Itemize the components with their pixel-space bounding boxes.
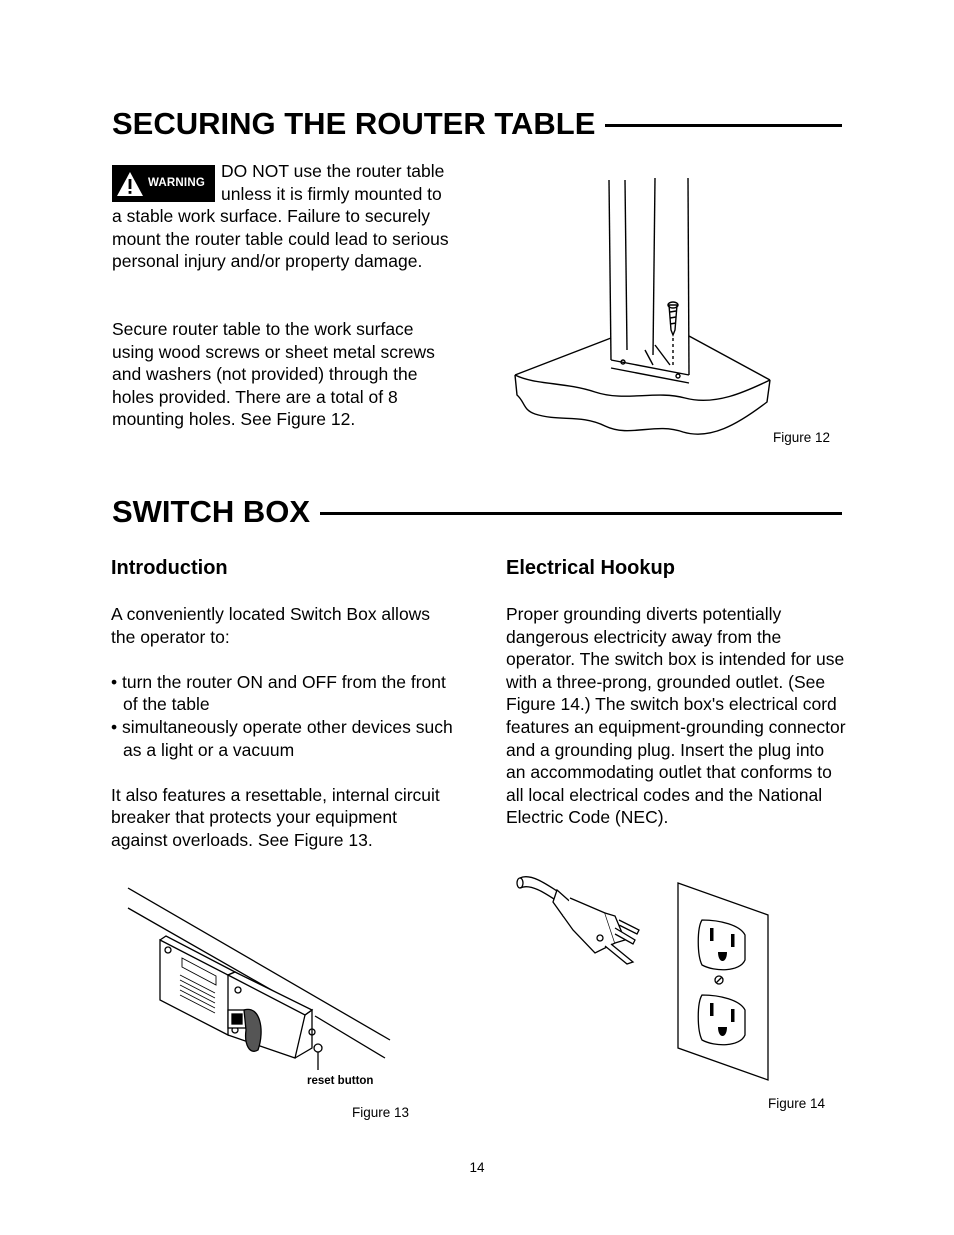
warning-text: DO NOT use the router table unless it is firmly mounted to a stable work surface. Failure to securely mount the router table could lead to serious personal injury and/or property damage.	[112, 161, 449, 272]
list-item: • turn the router ON and OFF from the front of the table	[111, 671, 446, 715]
figure-14-caption: Figure 14	[768, 1096, 826, 1111]
introduction-text	[111, 603, 456, 874]
figure-13-switch-box-illustration	[120, 880, 400, 1075]
warning-label: WARNING	[148, 177, 205, 190]
figure-12-table-leg-illustration	[505, 170, 780, 445]
list-item: • simultaneously operate other devices such as a light or a vacuum	[111, 716, 453, 760]
figure-12-caption: Figure 12	[773, 430, 831, 445]
reset-button-label: reset button	[307, 1075, 374, 1087]
page-number: 14	[469, 1160, 485, 1175]
intro-lead: A conveniently located Switch Box allows the operator to:	[111, 604, 431, 647]
section-title: SWITCH BOX	[112, 494, 311, 529]
outlet-icon	[675, 880, 775, 1085]
section-title: SECURING THE ROUTER TABLE	[112, 106, 596, 141]
section-header-router-table	[112, 106, 842, 142]
warning-block	[112, 160, 452, 273]
subheading-electrical-hookup: Electrical Hookup	[506, 557, 675, 579]
subheading-introduction: Introduction	[111, 557, 228, 579]
header-rule	[320, 512, 842, 515]
intro-closing: It also features a resettable, internal circuit breaker that protects your equipment against overloads. See Figure 13.	[111, 784, 440, 850]
warning-triangle-icon	[116, 170, 144, 198]
intro-bullet-list	[111, 671, 456, 761]
figure-13-caption: Figure 13	[352, 1105, 410, 1120]
header-rule	[605, 124, 842, 127]
section-header-switch-box	[112, 494, 842, 530]
warning-badge	[112, 165, 215, 202]
electrical-hookup-text: Proper grounding diverts potentially dangerous electricity away from the operator. The switch box is intended for use with a three-prong, grounded outlet. (See Figure 14.) The switch box's electrical cord features an equipment-grounding connector and a grounding plug. Insert the plug into an accommodating outlet that conforms to all local electrical codes and the National Electric Code (NEC).	[506, 604, 846, 828]
mounting-instructions: Secure router table to the work surface using wood screws or sheet metal screws and washers (not provided) through the holes provided. There are a total of 8 mounting holes. See Figure 12.	[112, 319, 435, 430]
plug-icon	[515, 868, 645, 978]
